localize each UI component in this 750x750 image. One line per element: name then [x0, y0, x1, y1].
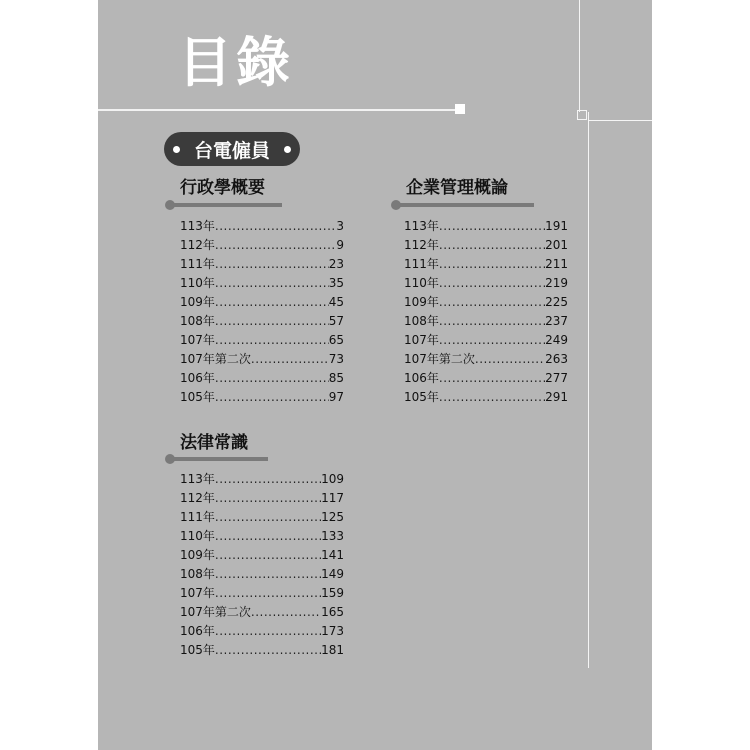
toc-entry: 106年 ..... 173: [180, 622, 344, 641]
toc-entry: 105年 ..... 181: [180, 641, 344, 660]
section-bullet-icon: [165, 200, 175, 210]
toc-entry: 109年 ..... 45: [180, 293, 344, 312]
toc-entry: 110年 ..... 219: [404, 274, 568, 293]
section-underline: [170, 457, 268, 461]
toc-entry: 107年第二次 ..... 263: [404, 350, 568, 369]
section-title-law: 法律常識: [180, 433, 248, 453]
section-bullet-icon: [165, 454, 175, 464]
title-rule-square: [455, 104, 465, 114]
page-title: 目錄: [178, 31, 294, 94]
toc-entry: 112年 ..... 201: [404, 236, 568, 255]
toc-entry: 106年 ..... 85: [180, 369, 344, 388]
toc-entry: 109年 ..... 225: [404, 293, 568, 312]
title-rule: [98, 109, 460, 111]
toc-entry: 105年 ..... 291: [404, 388, 568, 407]
category-badge: [164, 132, 300, 166]
toc-entry: 110年 ..... 35: [180, 274, 344, 293]
toc-entry: 108年 ..... 57: [180, 312, 344, 331]
decor-square: [577, 110, 587, 120]
section-title-business-management: 企業管理概論: [406, 178, 508, 198]
toc-entry: 113年 ..... 109: [180, 470, 344, 489]
toc-entry: 108年 ..... 237: [404, 312, 568, 331]
section-underline: [396, 203, 534, 207]
toc-entry: 107年 ..... 249: [404, 331, 568, 350]
toc-entry: 111年 ..... 125: [180, 508, 344, 527]
decor-horizontal-line: [588, 120, 652, 121]
toc-list-law: [180, 470, 344, 660]
bullet-dot-icon: [173, 146, 180, 153]
toc-entry: 107年第二次 ..... 165: [180, 603, 344, 622]
toc-entry: 112年 ..... 117: [180, 489, 344, 508]
toc-entry: 107年 ..... 159: [180, 584, 344, 603]
toc-entry: 109年 ..... 141: [180, 546, 344, 565]
section-title-administration: 行政學概要: [180, 178, 265, 198]
toc-entry: 108年 ..... 149: [180, 565, 344, 584]
document-page: [98, 0, 652, 750]
category-badge-label: 台電僱員: [193, 139, 270, 162]
section-bullet-icon: [391, 200, 401, 210]
bullet-dot-icon: [284, 146, 291, 153]
toc-entry: 111年 ..... 23: [180, 255, 344, 274]
toc-entry: 105年 ..... 97: [180, 388, 344, 407]
toc-entry: 106年 ..... 277: [404, 369, 568, 388]
toc-entry: 113年 ..... 3: [180, 217, 344, 236]
decor-vertical-line: [588, 112, 589, 668]
toc-entry: 107年 ..... 65: [180, 331, 344, 350]
toc-entry: 110年 ..... 133: [180, 527, 344, 546]
toc-entry: 113年 ..... 191: [404, 217, 568, 236]
toc-entry: 111年 ..... 211: [404, 255, 568, 274]
toc-list-administration: [180, 217, 344, 407]
toc-entry: 107年第二次 ..... 73: [180, 350, 344, 369]
toc-entry: 112年 ..... 9: [180, 236, 344, 255]
decor-vertical-line: [579, 0, 580, 112]
toc-list-business-management: [404, 217, 568, 407]
section-underline: [170, 203, 282, 207]
